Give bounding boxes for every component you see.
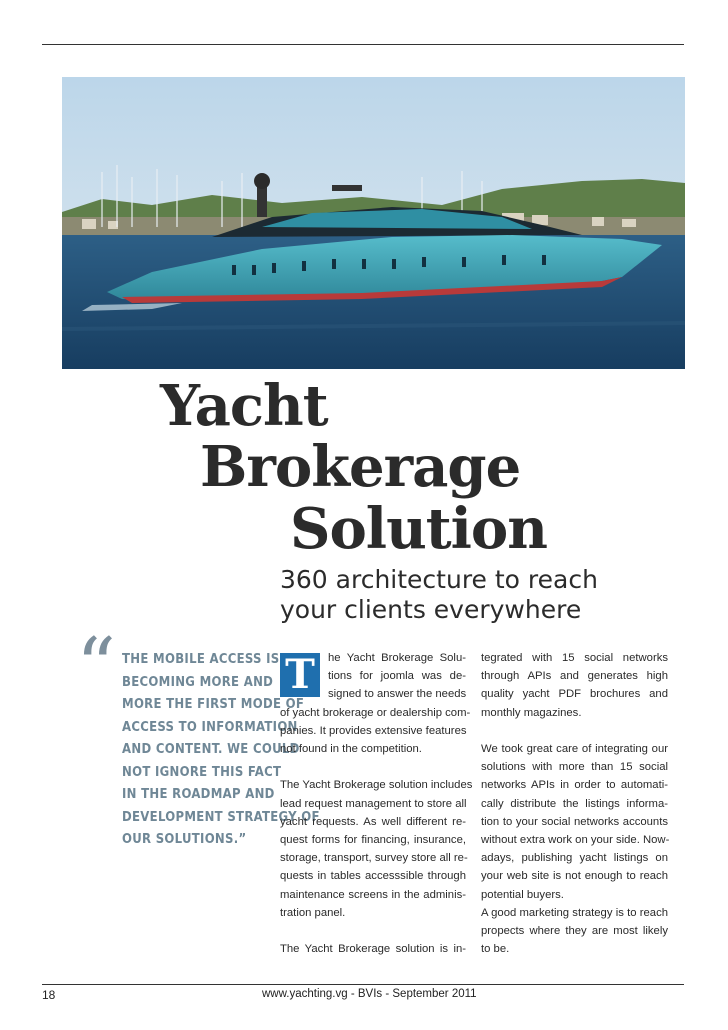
pull-quote: [122, 649, 320, 852]
pull-quote-line: MORE THE FIRST MODE OF: [122, 697, 305, 712]
article-line: cally distribute the listings informa-: [481, 797, 668, 810]
yacht-illustration: [62, 77, 685, 369]
article-line: of yacht brokerage or dealership com-: [280, 706, 471, 719]
pull-quote-line: DEVELOPMENT STRATEGY OF: [122, 809, 320, 825]
pull-quote-line: IN THE ROADMAP AND: [122, 787, 275, 802]
article-line: tration panel.: [280, 906, 346, 919]
pull-quote-line: BECOMING MORE AND: [122, 674, 274, 690]
pull-quote-line: THE MOBILE ACCESS IS: [122, 652, 280, 667]
article-line: to be.: [481, 943, 510, 956]
subheadline: [280, 565, 700, 625]
article-line: monthly magazines.: [481, 706, 582, 719]
article-line: A good marketing strategy is to reach: [481, 906, 668, 919]
article-line: not found in the competition.: [280, 743, 422, 756]
pull-quote-line: NOT IGNORE THIS FACT: [122, 764, 282, 780]
headline-line-2: Brokerage: [200, 434, 521, 500]
article-line: tions for joomla was de-: [328, 670, 466, 683]
article-line: tegrated with 15 social networks: [481, 652, 668, 664]
article-line: maintenance screens in the adminis-: [280, 888, 466, 901]
article-line: solutions with more than 15 social: [481, 761, 668, 774]
quote-mark-icon: “: [76, 622, 116, 712]
article-line: adays, publishing yacht listings on: [481, 852, 668, 865]
subheadline-line-1: 360 architecture to reach: [280, 565, 598, 594]
article-line: without extra work on your side. Now-: [481, 834, 670, 847]
article-line: signed to answer the needs: [328, 688, 467, 701]
article-line: yacht requests. As well different re-: [280, 815, 466, 828]
pull-quote-line: ACCESS TO INFORMATION: [122, 719, 298, 735]
article-line: storage, transport, survey store all re-: [280, 852, 468, 865]
yacht-photo: [62, 77, 685, 369]
article-line: he Yacht Brokerage Solu-: [328, 652, 466, 664]
pull-quote-line: OUR SOLUTIONS.”: [122, 832, 247, 847]
article-line: lead request management to store all: [280, 797, 467, 810]
top-rule: [42, 44, 684, 45]
article-line: your web site is not enough to reach: [481, 870, 668, 883]
article-line: propects where they are most likely: [481, 925, 668, 938]
headline-line-1: Yacht: [160, 373, 328, 439]
footer-text: www.yachting.vg - BVIs - September 2011: [262, 988, 477, 1000]
article-line: The Yacht Brokerage solution includes: [280, 779, 473, 792]
article-line: networks APIs in order to automati-: [481, 779, 668, 792]
drop-cap: T: [280, 653, 320, 697]
article-line: through APIs and generates high: [481, 670, 668, 683]
article-column-1: [280, 649, 473, 958]
article-line: quests in tables accesssible through: [280, 870, 466, 883]
bottom-rule: [42, 984, 684, 985]
subheadline-line-2: your clients everywhere: [280, 595, 582, 624]
article-line: The Yacht Brokerage solution is in-: [280, 943, 466, 956]
page-number: 18: [42, 988, 56, 1002]
article-line: potential buyers.: [481, 888, 564, 901]
article-line: panies. It provides extensive features: [280, 724, 467, 737]
article-line: quality yacht PDF brochures and: [481, 688, 668, 701]
article-column-2: [481, 649, 668, 958]
headline-line-3: Solution: [290, 496, 547, 562]
article-line: quest forms for financing, insurance,: [280, 834, 466, 847]
article-line: We took great care of integrating our: [481, 743, 668, 755]
pull-quote-line: AND CONTENT. WE COULD: [122, 742, 300, 757]
article-line: tion to your social networks accounts: [481, 815, 668, 828]
